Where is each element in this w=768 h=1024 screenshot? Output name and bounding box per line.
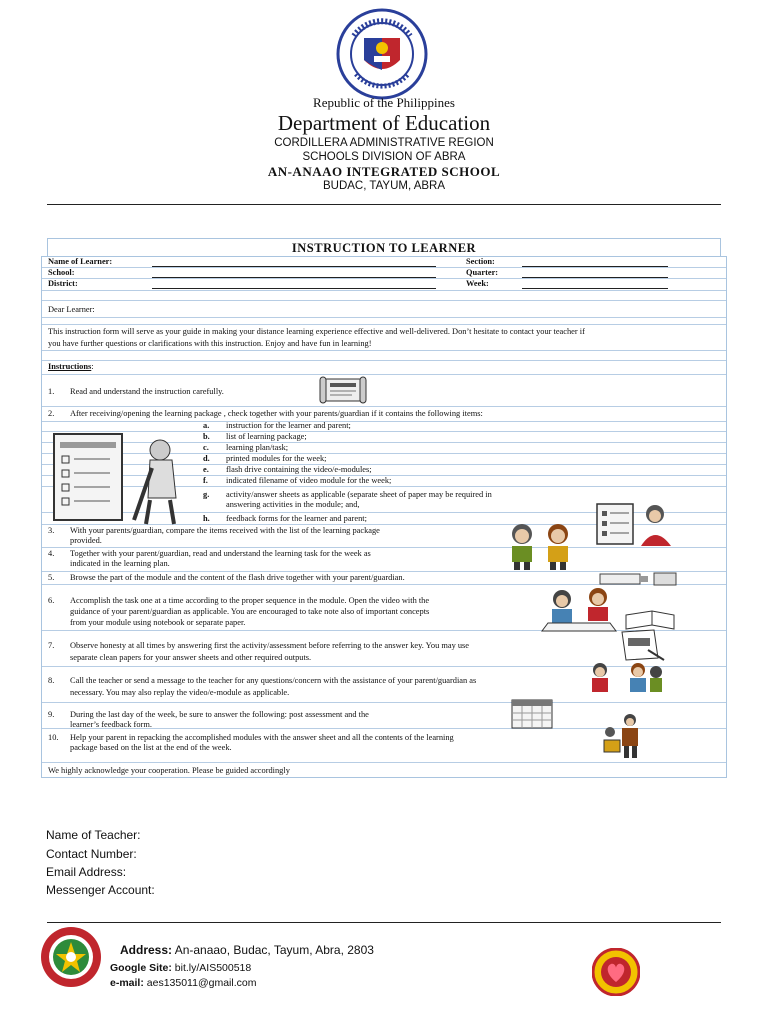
item-9-line-1: During the last day of the week, be sure to answer the following: post assessment and the	[70, 710, 369, 719]
learners-icon	[500, 520, 582, 572]
item-10-number: 10.	[48, 733, 59, 742]
subitem-g-letter: g.	[203, 490, 210, 499]
greeting: Dear Learner:	[48, 305, 95, 314]
department-title: Department of Education	[277, 111, 491, 135]
module-icon	[540, 585, 680, 633]
item-1-text: Read and understand the instruction carefully.	[70, 387, 224, 396]
item-8-line-2: necessary. You may also replay the video/e-module as applicable.	[70, 688, 290, 697]
item-3-line-2: provided.	[70, 536, 102, 545]
school-name: AN-ANAAO INTEGRATED SCHOOL	[267, 164, 501, 179]
subitem-e-text: flash drive containing the video/e-modules;	[226, 465, 372, 474]
item-6-line-2: guidance of your parent/guardian as applicable. You are encouraged to take note also of important concepts	[70, 607, 430, 616]
teacher-list-icon	[593, 498, 675, 548]
item-3-line-1: With your parents/guardian, compare the items received with the list of the learning package	[70, 526, 380, 535]
subitem-f-text: indicated filename of video module for the week;	[226, 476, 392, 485]
footer-address	[120, 943, 374, 957]
subitem-c-text: learning plan/task;	[226, 443, 289, 452]
row-divider	[42, 702, 726, 703]
calendar-icon	[508, 698, 556, 730]
row-divider	[42, 317, 726, 318]
week-label: Week:	[466, 279, 489, 288]
subitem-h-letter: h.	[203, 514, 210, 523]
address-label: Address:	[120, 943, 173, 957]
row-divider	[42, 290, 726, 291]
item-9-number: 9.	[48, 710, 55, 719]
closing-line: We highly acknowledge your cooperation. Please be guided accordingly	[48, 766, 290, 775]
section-label: Section:	[466, 257, 495, 266]
item-10-line-2: package based on the list at the end of the week.	[70, 743, 232, 752]
footer-email	[110, 977, 256, 989]
subitem-d-text: printed modules for the week;	[226, 454, 327, 463]
school-address: BUDAC, TAYUM, ABRA	[322, 180, 446, 192]
footer-site	[110, 962, 251, 974]
item-10-line-1: Help your parent in repacking the accomplished modules with the answer sheet and all the contents of the learning	[70, 733, 454, 742]
subitem-d-letter: d.	[203, 454, 210, 463]
school-logo	[40, 926, 102, 988]
intro-line-2: you have further questions or clarifications with this instruction. Enjoy and have fun in learning!	[48, 339, 372, 348]
row-divider	[42, 421, 726, 422]
subitem-g-text: activity/answer sheets as applicable (separate sheet of paper may be required in	[226, 490, 492, 499]
name-label: Name of Learner:	[48, 257, 113, 266]
address-value: An-anaao, Budac, Tayum, Abra, 2803	[174, 943, 374, 957]
subitem-f-letter: f.	[203, 476, 208, 485]
row-divider	[42, 267, 726, 268]
instructions-scroll-icon	[318, 375, 368, 405]
footer-divider	[47, 922, 721, 923]
region-line: CORDILLERA ADMINISTRATIVE REGION	[274, 137, 494, 149]
item-1-number: 1.	[48, 387, 55, 396]
item-3-number: 3.	[48, 526, 55, 535]
teacher-name-label: Name of Teacher:	[46, 828, 141, 842]
deped-seal	[334, 8, 430, 100]
item-8-line-1: Call the teacher or send a message to the teacher for any questions/concern with the assistance of your parent/guardian as	[70, 676, 477, 685]
instructions-label: Instructions	[48, 362, 92, 371]
site-label: Google Site:	[110, 962, 172, 974]
teacher-call-icon	[586, 660, 670, 696]
name-field[interactable]	[152, 266, 436, 267]
item-7-line-2: separate clean papers for your answer sheets and other required outputs.	[70, 653, 312, 662]
row-divider	[42, 300, 726, 301]
item-2-text: After receiving/opening the learning package , check together with your parents/guardian if it contains the following items:	[70, 409, 483, 418]
checklist-pen-icon	[50, 428, 185, 528]
subitem-a-letter: a.	[203, 421, 210, 430]
parent-repack-icon	[598, 712, 646, 760]
subitem-g-text-cont: answering activities in the module; and,	[226, 500, 360, 509]
school-field[interactable]	[152, 277, 436, 278]
item-9-line-2: learner’s feedback form.	[70, 720, 152, 729]
row-divider	[42, 350, 726, 351]
item-7-number: 7.	[48, 641, 55, 650]
row-divider	[42, 324, 726, 325]
subitem-a-text: instruction for the learner and parent;	[226, 421, 351, 430]
school-badge	[592, 948, 640, 996]
instructions-heading	[48, 362, 94, 372]
row-divider	[42, 762, 726, 763]
district-field[interactable]	[152, 288, 436, 289]
item-5-number: 5.	[48, 573, 55, 582]
district-label: District:	[48, 279, 78, 288]
item-5-text: Browse the part of the module and the content of the flash drive together with your parent/guardian.	[70, 573, 405, 582]
contact-number-label: Contact Number:	[46, 847, 137, 861]
division-line: SCHOOLS DIVISION OF ABRA	[302, 151, 466, 163]
week-field[interactable]	[522, 288, 668, 289]
item-8-number: 8.	[48, 676, 55, 685]
header-divider	[47, 204, 721, 205]
messenger-account-label: Messenger Account:	[46, 883, 155, 897]
item-6-line-1: Accomplish the task one at a time according to the proper sequence in the module. Open the video with the	[70, 596, 430, 605]
quarter-label: Quarter:	[466, 268, 499, 277]
item-6-number: 6.	[48, 596, 55, 605]
row-divider	[42, 374, 726, 375]
item-2-number: 2.	[48, 409, 55, 418]
section-field[interactable]	[522, 266, 668, 267]
quarter-field[interactable]	[522, 277, 668, 278]
row-divider	[42, 278, 726, 279]
email-address-label: Email Address:	[46, 865, 127, 879]
subitem-h-text: feedback forms for the learner and parent;	[226, 514, 367, 523]
subitem-b-text: list of learning package;	[226, 432, 307, 441]
republic-line: Republic of the Philippines	[313, 95, 455, 110]
intro-line-1: This instruction form will serve as your guide in making your distance learning experience effective and well-delivered. Don’t hesitate to contact your teacher if	[48, 327, 585, 336]
school-label: School:	[48, 268, 75, 277]
row-divider	[42, 360, 726, 361]
subitem-c-letter: c.	[203, 443, 209, 452]
item-7-line-1: Observe honesty at all times by answering first the activity/assessment before referring to the answer key. You may use	[70, 641, 470, 650]
subitem-e-letter: e.	[203, 465, 209, 474]
instructions-colon: :	[91, 362, 94, 371]
email-label: e-mail:	[110, 977, 144, 989]
row-divider	[42, 406, 726, 407]
honesty-icon	[618, 628, 666, 662]
item-4-line-1: Together with your parent/guardian, read and understand the learning task for the week as	[70, 549, 371, 558]
subitem-b-letter: b.	[203, 432, 210, 441]
email-link[interactable]: aes135011@gmail.com	[146, 977, 257, 989]
item-4-line-2: indicated in the learning plan.	[70, 559, 170, 568]
item-6-line-3: from your module using notebook or separate paper.	[70, 618, 246, 627]
item-4-number: 4.	[48, 549, 55, 558]
form-title: INSTRUCTION TO LEARNER	[47, 238, 721, 257]
site-link[interactable]: bit.ly/AIS500518	[174, 962, 252, 974]
